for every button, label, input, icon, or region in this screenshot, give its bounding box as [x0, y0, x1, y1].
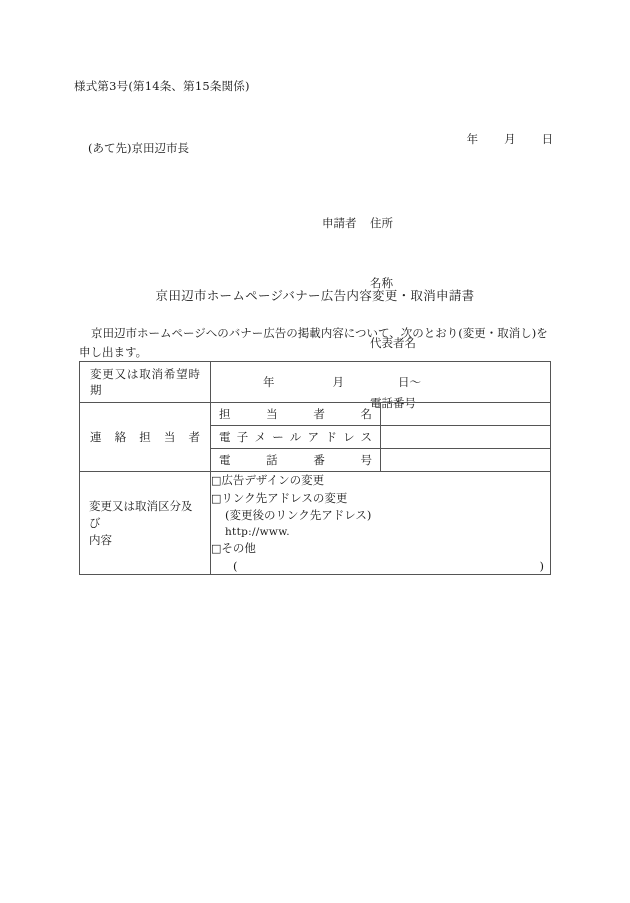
- body-paragraph: 京田辺市ホームページへのバナー広告の掲載内容について、次のとおり(変更・取消し)を申し出ます。: [79, 326, 548, 359]
- kubun-label-cell: [80, 472, 211, 575]
- contact-sublabel-email: 電子メールアドレス: [219, 430, 372, 444]
- table-row-period: [80, 362, 551, 403]
- contact-sublabel-name: 担当者名: [219, 407, 372, 421]
- application-table: [79, 361, 551, 575]
- contact-value-name[interactable]: [381, 403, 551, 426]
- checkbox-option-link-label: リンク先アドレスの変更: [221, 490, 348, 505]
- form-number: 様式第3号(第14条、第15条関係): [74, 79, 250, 93]
- date-line: [452, 117, 553, 161]
- applicant-label: 申請者: [322, 216, 357, 230]
- kubun-content-cell: [211, 472, 551, 575]
- other-free-text-field[interactable]: [211, 558, 550, 575]
- checkbox-option-other[interactable]: [211, 540, 550, 558]
- contact-sublabel-email-cell: [211, 426, 381, 449]
- applicant-row: [322, 213, 416, 233]
- checkbox-icon[interactable]: □: [211, 542, 222, 555]
- contact-sublabel-name-cell: [211, 403, 381, 426]
- checkbox-icon[interactable]: □: [211, 474, 222, 487]
- checkbox-option-design[interactable]: [211, 472, 550, 490]
- period-label-cell: [80, 362, 211, 403]
- period-day: 日〜: [398, 375, 421, 389]
- date-day: 日: [541, 132, 554, 146]
- link-sub-note: (変更後のリンク先アドレス): [225, 508, 372, 522]
- contact-sublabel-phone-cell: [211, 449, 381, 472]
- applicant-field-representative: 代表者名: [370, 336, 416, 350]
- url-prefix-field[interactable]: http://www.: [225, 525, 290, 538]
- period-value: [211, 374, 550, 390]
- period-month: 月: [332, 375, 344, 389]
- period-label: 変更又は取消希望時期: [90, 367, 200, 397]
- checkbox-option-link[interactable]: [211, 490, 550, 508]
- document-title: 京田辺市ホームページバナー広告内容変更・取消申請書: [155, 288, 475, 303]
- contact-value-phone[interactable]: [381, 449, 551, 472]
- applicant-field-phone: 電話番号: [370, 396, 416, 410]
- addressee: (あて先)京田辺市長: [88, 141, 189, 155]
- other-open-paren: (: [233, 558, 238, 573]
- contact-label-cell: [80, 403, 211, 472]
- period-value-cell[interactable]: [211, 362, 551, 403]
- table-row-kubun: [80, 472, 551, 575]
- table-row-contact-name: [80, 403, 551, 426]
- contact-value-email[interactable]: [381, 426, 551, 449]
- other-close-paren: ): [539, 558, 544, 573]
- date-year: 年: [466, 132, 479, 146]
- date-month: 月: [504, 132, 516, 146]
- checkbox-option-design-label: 広告デザインの変更: [221, 473, 325, 487]
- applicant-field-address: 住所: [370, 216, 393, 230]
- period-year: 年: [263, 375, 275, 389]
- kubun-label-line2: 内容: [89, 532, 112, 547]
- contact-sublabel-phone: 電話番号: [219, 453, 372, 467]
- kubun-label-line1: 変更又は取消区分及び: [89, 498, 193, 530]
- checkbox-option-other-label: その他: [221, 541, 256, 555]
- contact-label: 連絡担当者: [90, 430, 200, 444]
- applicant-field-name: 名称: [370, 276, 393, 290]
- checkbox-icon[interactable]: □: [211, 491, 222, 505]
